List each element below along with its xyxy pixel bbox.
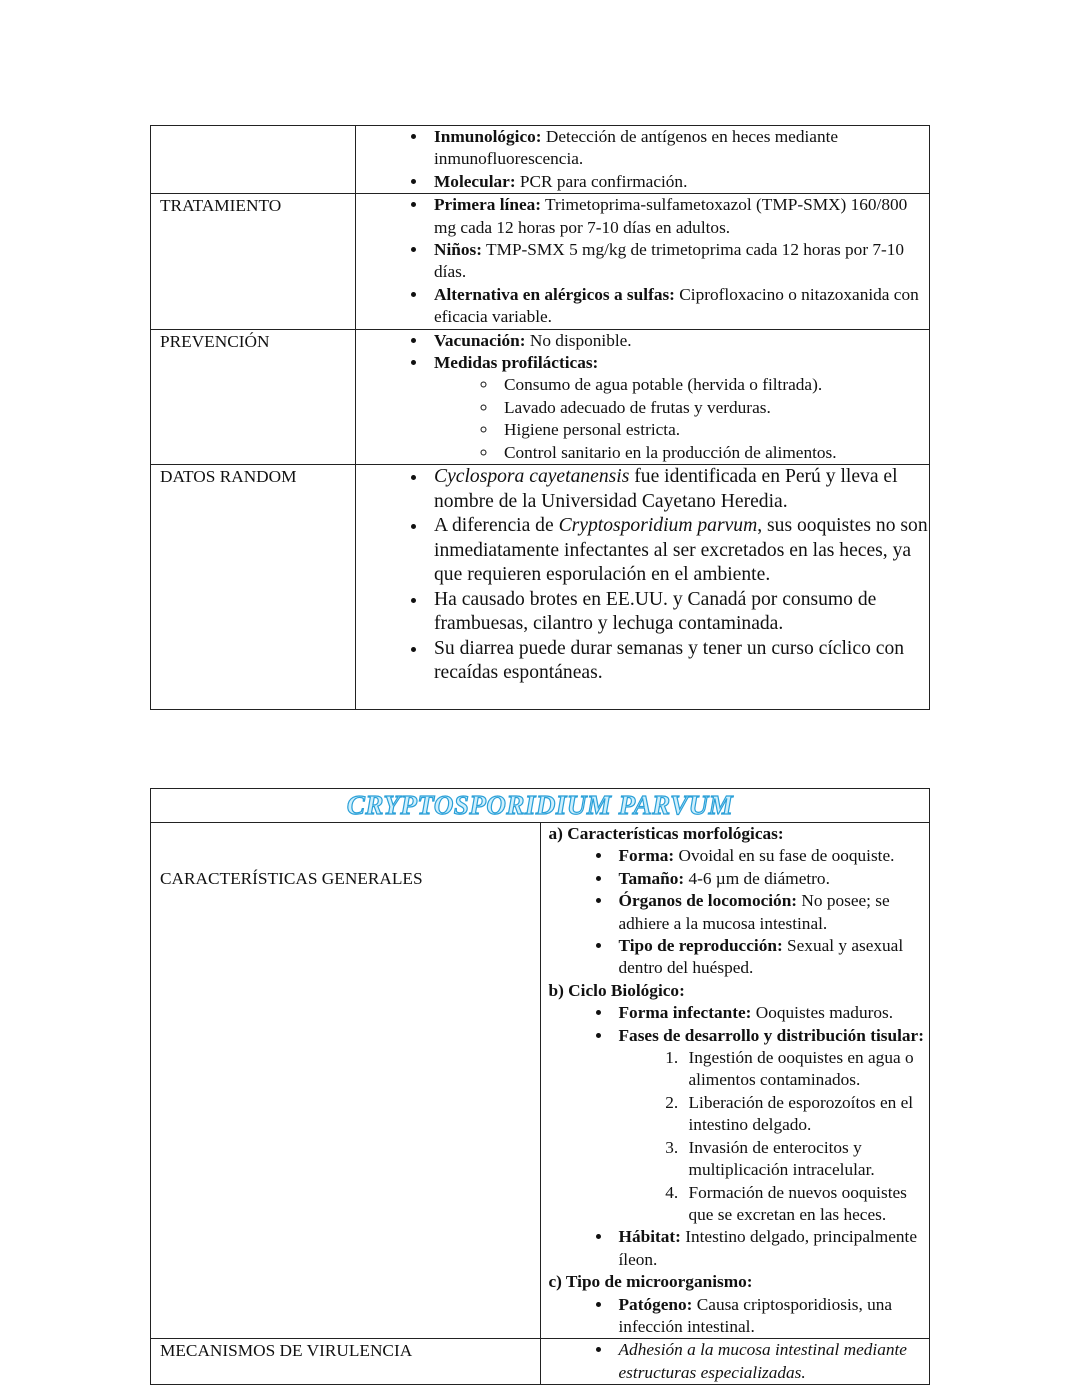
list-item: • Inmunológico: Detección de antígenos en heces mediante inmunofluorescencia. [428, 126, 929, 171]
table-title: CRYPTOSPORIDIUM PARVUM [151, 789, 930, 823]
table-row-prevencion [151, 329, 930, 464]
sub-item: ◦ Lavado adecuado de frutas y verduras. [498, 397, 929, 419]
list-item: • Forma infectante: Ooquistes maduros. [613, 1002, 930, 1024]
list-item: • Vacunación: No disponible. [428, 330, 929, 352]
table-cryptosporidium [150, 788, 930, 1385]
table-row-datos-random [151, 465, 930, 710]
sub-item: ◦ Higiene personal estricta. [498, 419, 929, 441]
list-item: • Alternativa en alérgicos a sulfas: Ciprofloxacino o nitazoxanida con eficacia variable. [428, 284, 929, 329]
table-row-caracteristicas [151, 823, 930, 1339]
table-cyclospora-continued [150, 125, 930, 710]
list-item: • Tipo de reproducción: Sexual y asexual dentro del huésped. [613, 935, 930, 980]
list-item: • Fases de desarrollo y distribución tisular: 1. Ingestión de ooquistes en agua o alimentos contaminados. 2. Liberación de esporozoítos en el intestino delgado. 3. Invasión de enterocitos y multiplicación intracelular. 4. Formación de nuevos ooquistes que se excretan en las heces. [613, 1025, 930, 1227]
list-item: • Ha causado brotes en EE.UU. y Canadá por consumo de frambuesas, cilantro y lechuga contaminada. [428, 588, 929, 637]
phase-item: 1. Ingestión de ooquistes en agua o alimentos contaminados. [683, 1047, 930, 1092]
section-heading: c) Tipo de microorganismo: [548, 1272, 753, 1292]
list-item: • Hábitat: Intestino delgado, principalmente íleon. [613, 1226, 930, 1271]
list-item: • Tamaño: 4-6 µm de diámetro. [613, 868, 930, 890]
sub-item: ◦ Consumo de agua potable (hervida o filtrada). [498, 374, 929, 396]
table-row-diagnosis-cont [151, 126, 930, 194]
list-item: • Molecular: PCR para confirmación. [428, 171, 929, 193]
list-item: • Cyclospora cayetanensis fue identificada en Perú y lleva el nombre de la Universidad Cayetano Heredia. [428, 465, 929, 514]
list-item: • Niños: TMP-SMX 5 mg/kg de trimetoprima cada 12 horas por 7-10 días. [428, 239, 929, 284]
list-item: • Órganos de locomoción: No posee; se adhiere a la mucosa intestinal. [613, 890, 930, 935]
phase-item: 4. Formación de nuevos ooquistes que se excretan en las heces. [683, 1182, 930, 1227]
list-item: • Forma: Ovoidal en su fase de ooquiste. [613, 845, 930, 867]
list-item: • A diferencia de Cryptosporidium parvum, sus ooquistes no son inmediatamente infectantes al ser excretados en las heces, ya que requieren esporulación en el ambiente. [428, 514, 929, 588]
list-item: • Patógeno: Causa criptosporidiosis, una infección intestinal. [613, 1294, 930, 1339]
row-label: CARACTERÍSTICAS GENERALES [151, 823, 541, 1339]
sub-item: ◦ Control sanitario en la producción de alimentos. [498, 442, 929, 464]
row-label: TRATAMIENTO [151, 194, 356, 329]
list-item: • Primera línea: Trimetoprima-sulfametoxazol (TMP-SMX) 160/800 mg cada 12 horas por 7-10 días en adultos. [428, 194, 929, 239]
phase-item: 2. Liberación de esporozoítos en el intestino delgado. [683, 1092, 930, 1137]
row-label: PREVENCIÓN [151, 329, 356, 464]
row-label: DATOS RANDOM [151, 465, 356, 710]
row-label: MECANISMOS DE VIRULENCIA [151, 1339, 541, 1385]
list-item: • Medidas profilácticas: ◦ Consumo de agua potable (hervida o filtrada). ◦ Lavado adecuado de frutas y verduras. ◦ Higiene personal estricta. ◦ Control sanitario en la producción de alimentos. [428, 352, 929, 464]
table-row-virulencia [151, 1339, 930, 1385]
list-item: • Adhesión a la mucosa intestinal mediante estructuras especializadas. [613, 1339, 930, 1384]
row-label [151, 126, 356, 194]
phase-item: 3. Invasión de enterocitos y multiplicación intracelular. [683, 1137, 930, 1182]
section-heading: a) Características morfológicas: [548, 824, 784, 843]
section-heading: b) Ciclo Biológico: [548, 980, 685, 1000]
table-row-tratamiento [151, 194, 930, 329]
list-item: • Su diarrea puede durar semanas y tener un curso cíclico con recaídas espontáneas. [428, 637, 929, 686]
